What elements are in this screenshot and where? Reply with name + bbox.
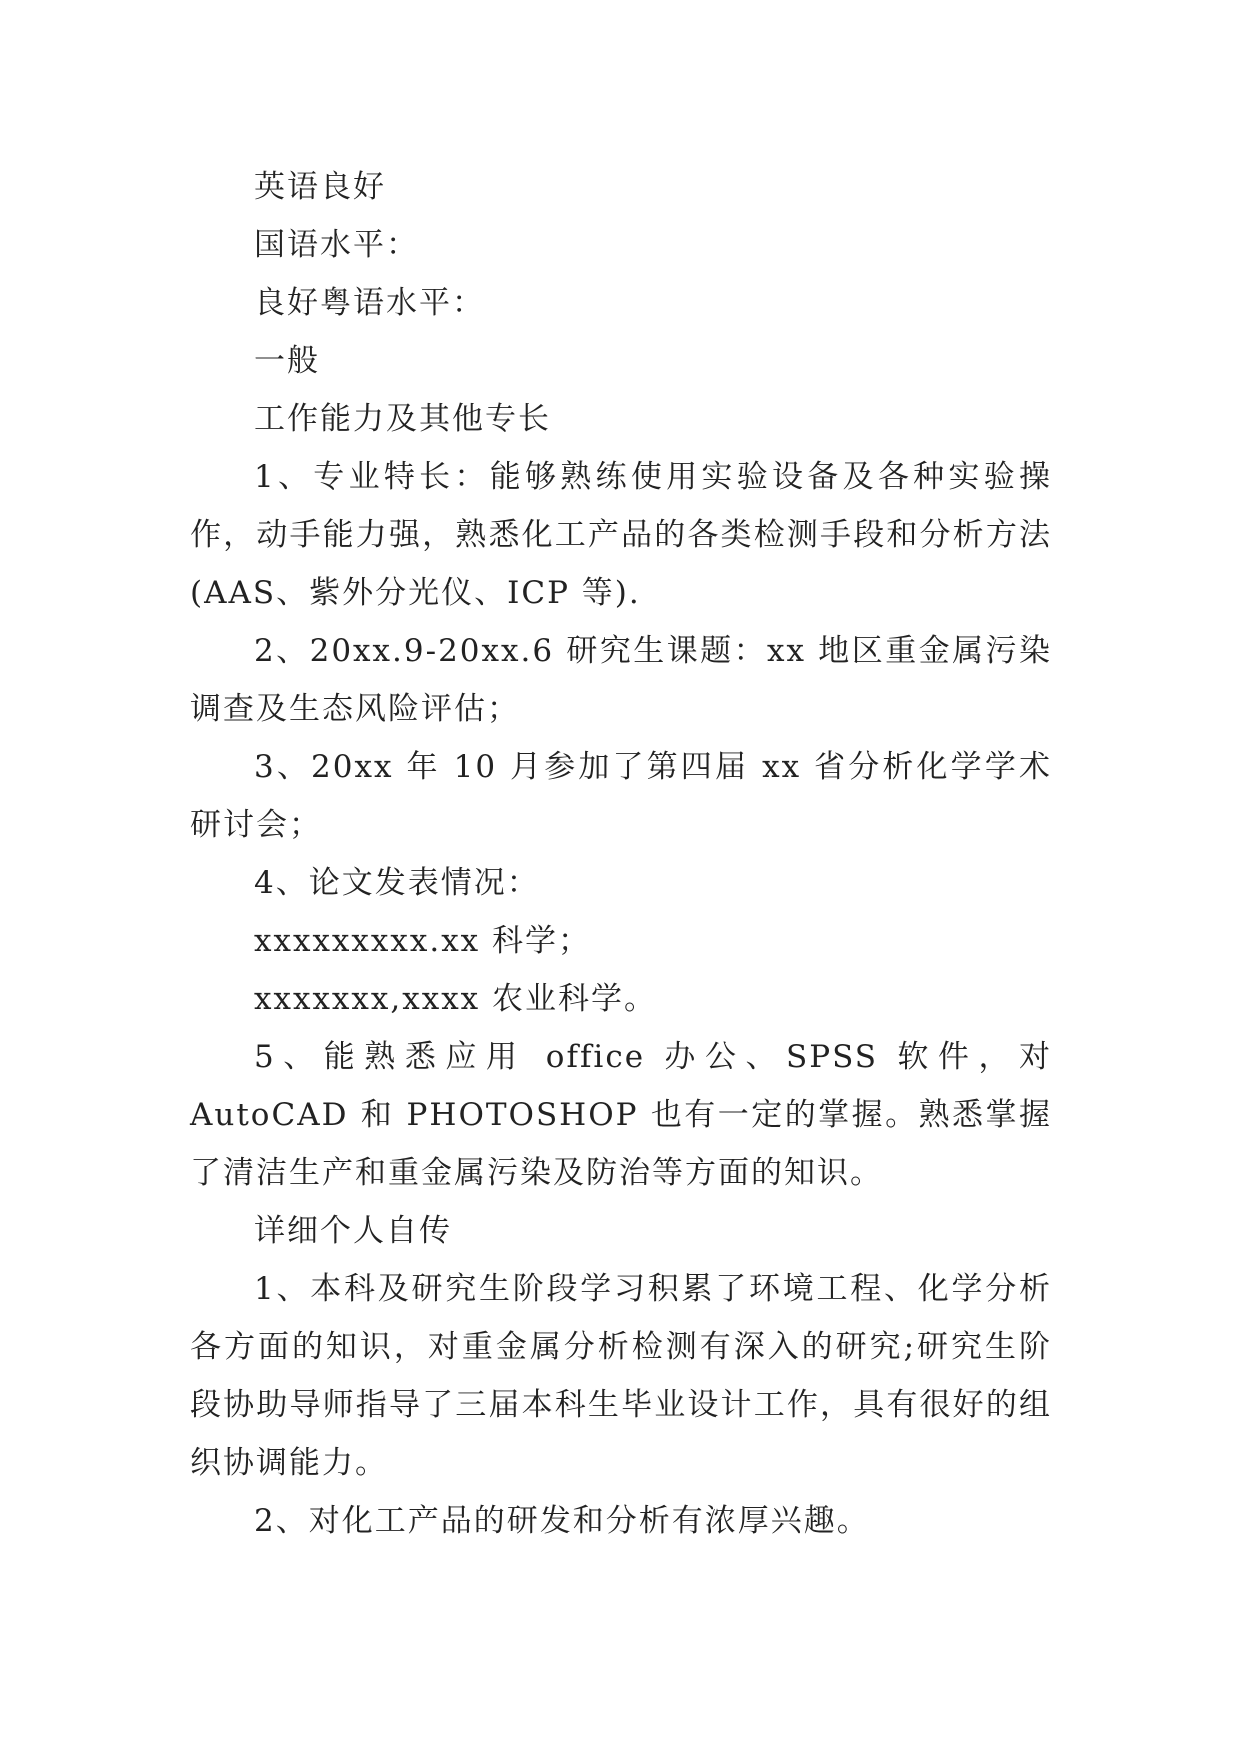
section-heading-skills: 工作能力及其他专长 xyxy=(254,401,551,437)
paragraph-cantonese-level: 一般 xyxy=(254,343,320,379)
paragraph-skill-2: 2、20xx.9-20xx.6 研究生课题：xx 地区重金属污染调查及生态风险评估； xyxy=(190,633,1052,727)
paragraph-skill-5: 5、能熟悉应用 office 办公、SPSS 软件，对 AutoCAD 和 PHOTOSHOP 也有一定的掌握。熟悉掌握了清洁生产和重金属污染及防治等方面的知识。 xyxy=(190,1039,1052,1191)
paragraph-english-level: 英语良好 xyxy=(254,169,386,205)
document-body xyxy=(190,158,1052,1550)
paragraph-publication-2: xxxxxxx,xxxx 农业科学。 xyxy=(254,981,658,1017)
paragraph-mandarin-label: 国语水平： xyxy=(254,227,419,263)
section-heading-autobiography: 详细个人自传 xyxy=(254,1213,452,1249)
paragraph-cantonese-label: 良好粤语水平： xyxy=(254,285,485,321)
paragraph-autobiography-2: 2、对化工产品的研发和分析有浓厚兴趣。 xyxy=(254,1503,870,1539)
paragraph-skill-4: 4、论文发表情况： xyxy=(254,865,540,901)
paragraph-publication-1: xxxxxxxxx.xx 科学； xyxy=(254,923,592,959)
paragraph-skill-1: 1、专业特长：能够熟练使用实验设备及各种实验操作，动手能力强，熟悉化工产品的各类检测手段和分析方法(AAS、紫外分光仪、ICP 等). xyxy=(190,459,1052,611)
paragraph-autobiography-1: 1、本科及研究生阶段学习积累了环境工程、化学分析各方面的知识，对重金属分析检测有深入的研究;研究生阶段协助导师指导了三届本科生毕业设计工作，具有很好的组织协调能力。 xyxy=(190,1271,1052,1481)
paragraph-skill-3: 3、20xx 年 10 月参加了第四届 xx 省分析化学学术研讨会； xyxy=(190,749,1052,843)
